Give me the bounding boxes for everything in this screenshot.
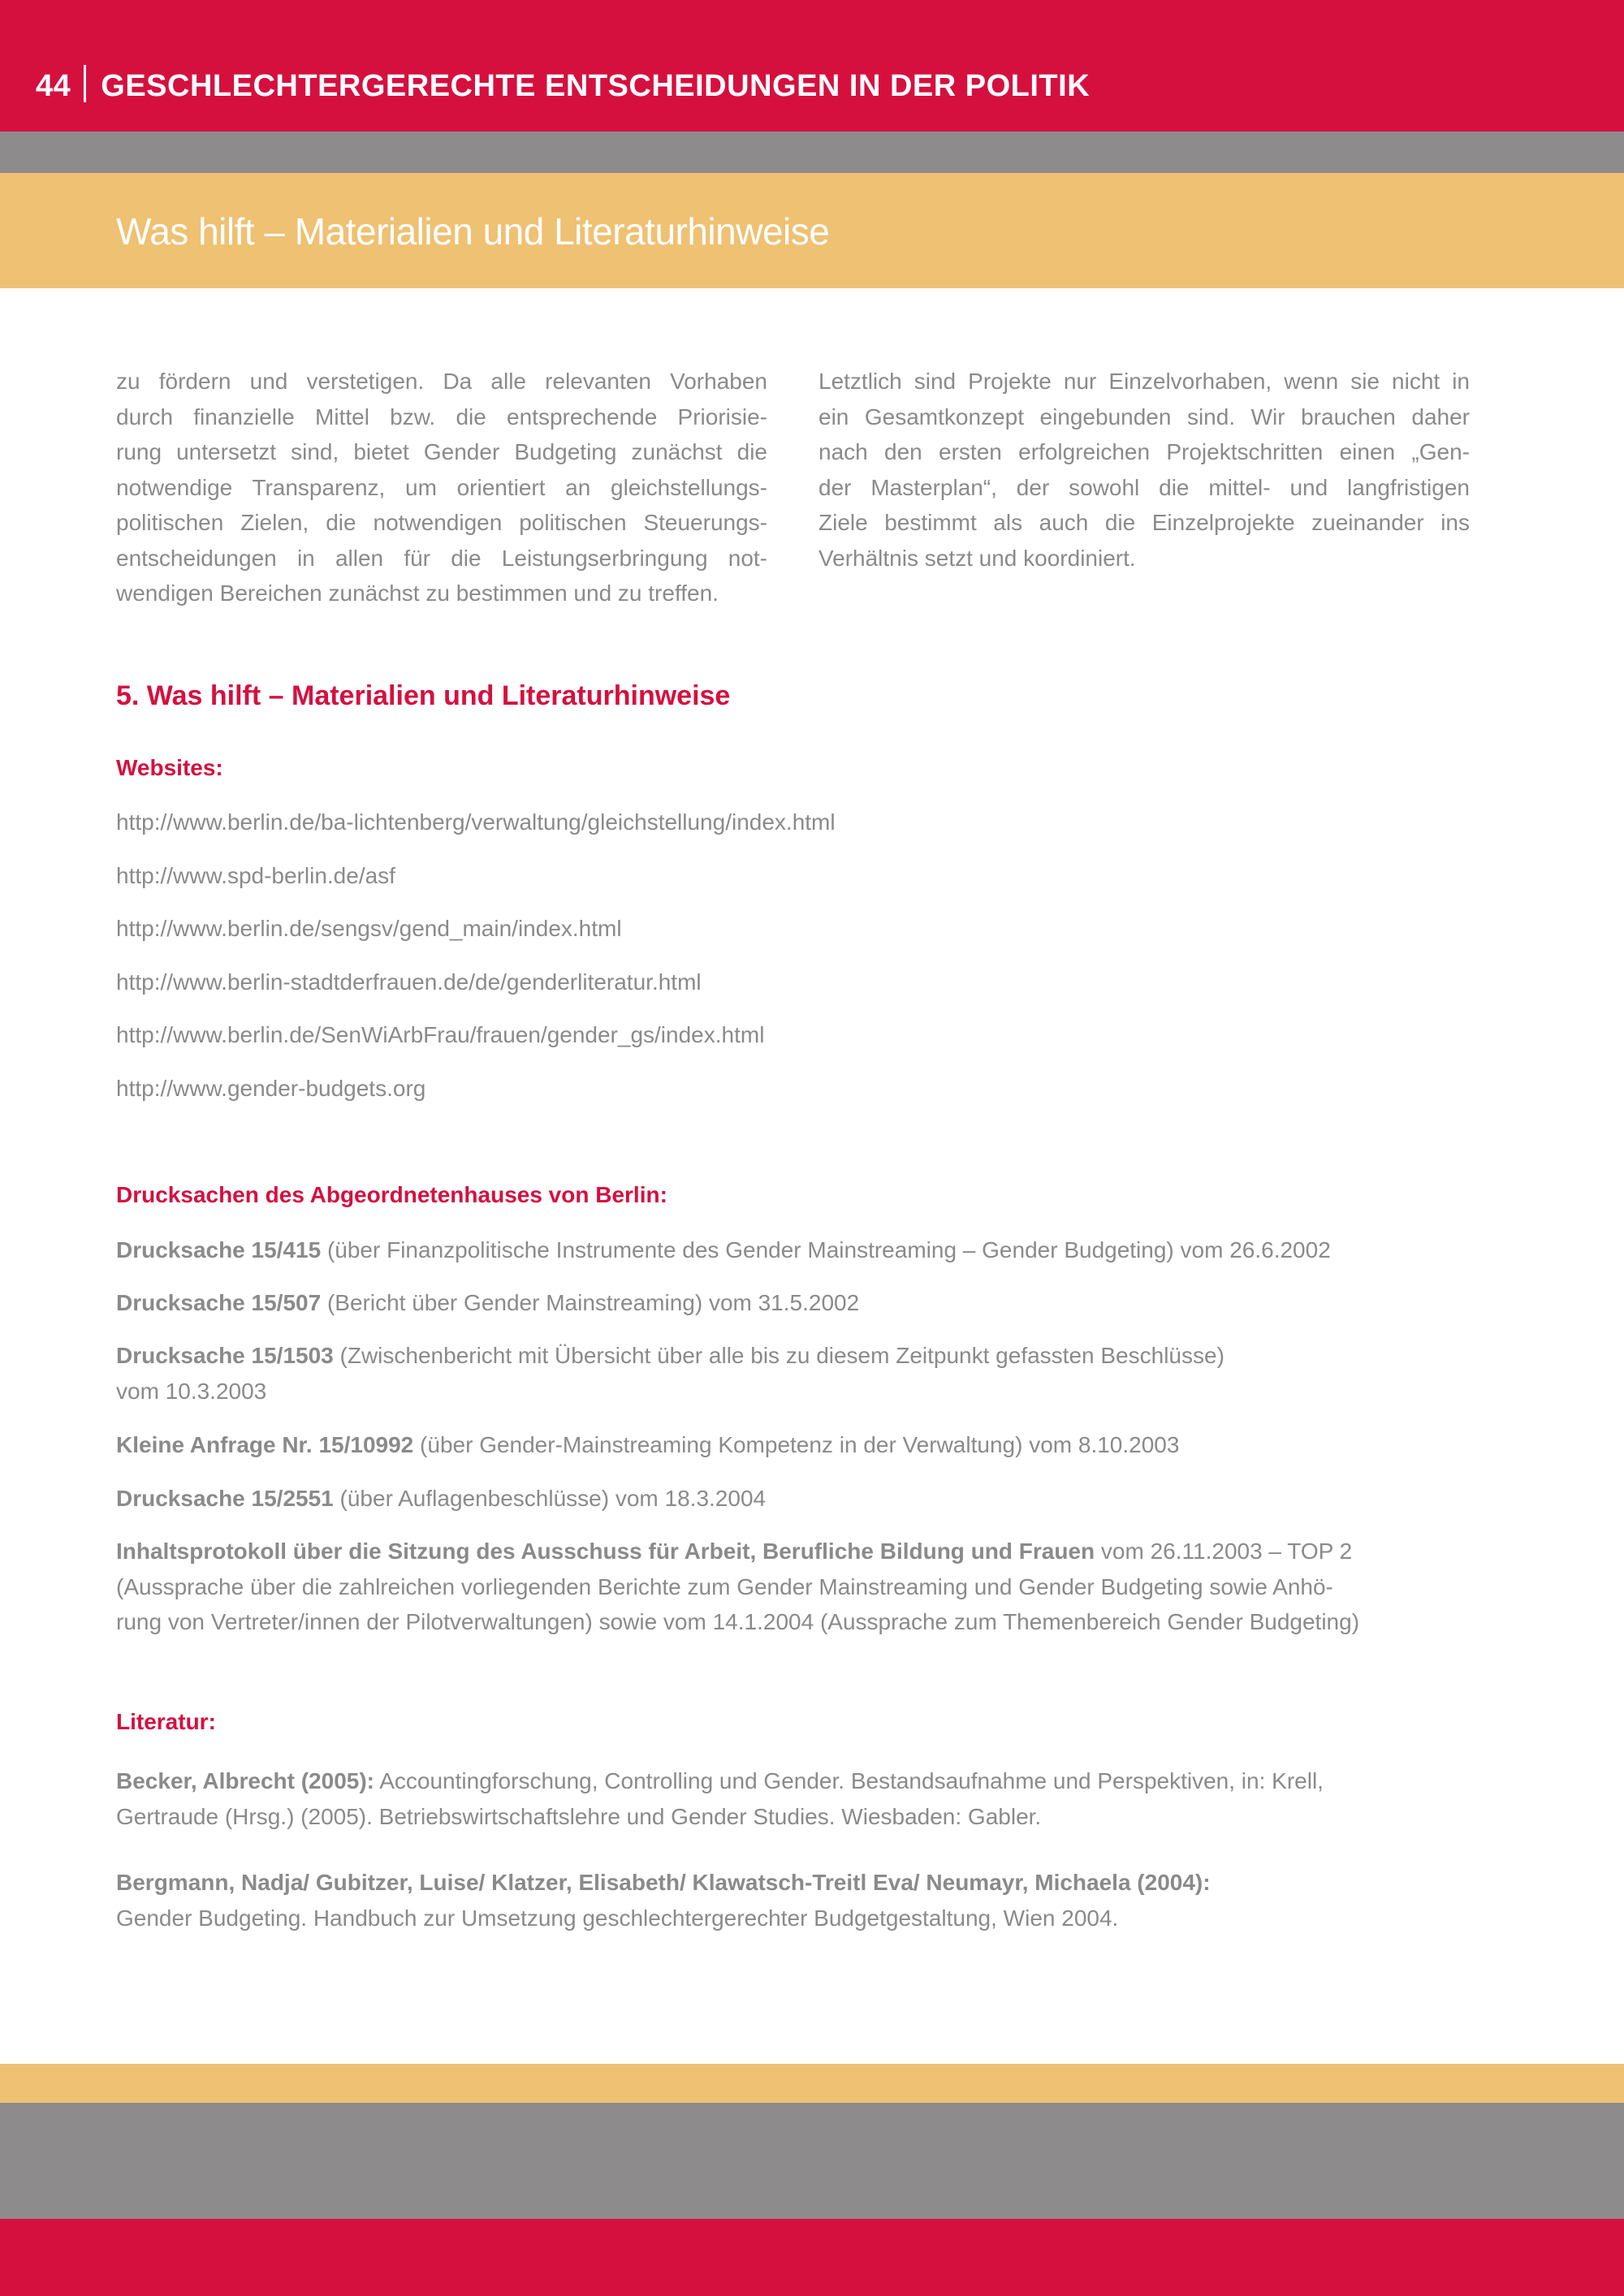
entry-text: (über Auflagenbeschlüsse) vom 18.3.2004: [333, 1486, 767, 1511]
paragraph-line: ein Gesamtkonzept eingebunden sind. Wir brauchen daher: [818, 404, 1470, 429]
entry-line: [116, 1285, 859, 1321]
entry-text: vom 10.3.2003: [116, 1378, 267, 1404]
literatur-heading: Literatur:: [116, 1709, 216, 1734]
entry-line: [116, 1232, 1331, 1268]
paragraph-line: politischen Zielen, die notwendigen politischen Steuerungs-: [116, 510, 767, 535]
entry-line: [116, 1374, 1224, 1409]
paragraph-line: notwendige Transparenz, um orientiert an gleichstellungs-: [116, 474, 767, 500]
website-link[interactable]: http://www.berlin.de/sengsv/gend_main/index.html: [116, 916, 622, 941]
entry-line: [116, 1338, 1224, 1374]
entry-title: Bergmann, Nadja/ Gubitzer, Luise/ Klatzer, Elisabeth/ Klawatsch-Treitl Eva/ Neumayr, Michaela (2004):: [116, 1870, 1211, 1895]
document-entry: [116, 1232, 1331, 1268]
entry-title: Drucksache 15/507: [116, 1290, 322, 1315]
page-number: 44: [36, 69, 71, 103]
entry-line: [116, 1799, 1324, 1835]
entry-line: [116, 1427, 1179, 1463]
literature-entry: [116, 1763, 1324, 1834]
entry-line: [116, 1865, 1211, 1901]
paragraph-line: rung untersetzt sind, bietet Gender Budgeting zunächst die: [116, 439, 767, 464]
running-title: GESCHLECHTERGERECHTE ENTSCHEIDUNGEN IN DER POLITIK: [101, 69, 1091, 103]
entry-text: Accountingforschung, Controlling und Gender. Bestandsaufnahme und Perspektiven, in: Krell,: [374, 1768, 1324, 1793]
website-link[interactable]: http://www.berlin-stadtderfrauen.de/de/genderliteratur.html: [116, 969, 702, 995]
literature-entry: [116, 1865, 1211, 1936]
website-link[interactable]: http://www.berlin.de/SenWiArbFrau/frauen/gender_gs/index.html: [116, 1022, 765, 1047]
paragraph-line: zu fördern und verstetigen. Da alle relevanten Vorhaben: [116, 369, 767, 394]
entry-title: Drucksache 15/415: [116, 1237, 322, 1262]
entry-line: [116, 1763, 1324, 1799]
paragraph-line: entscheidungen in allen für die Leistungserbringung not-: [116, 545, 767, 571]
entry-line: [116, 1534, 1359, 1569]
entry-text: (über Finanzpolitische Instrumente des Gender Mainstreaming – Gender Budgeting) vom 26.6.2002: [321, 1237, 1331, 1262]
paragraph-line: durch finanzielle Mittel bzw. die entsprechende Priorisie-: [116, 404, 767, 429]
footer-red-band: [0, 2219, 1624, 2296]
document-entry: [116, 1285, 859, 1321]
entry-text: vom 26.11.2003 – TOP 2: [1095, 1539, 1353, 1564]
footer-yellow-band: [0, 2064, 1624, 2103]
entry-text: (über Gender-Mainstreaming Kompetenz in der Verwaltung) vom 8.10.2003: [413, 1432, 1180, 1457]
entry-line: [116, 1604, 1359, 1640]
entry-text: Gertraude (Hrsg.) (2005). Betriebswirtschaftslehre und Gender Studies. Wiesbaden: Gabler.: [116, 1803, 1042, 1829]
section-title: 5. Was hilft – Materialien und Literaturhinweise: [116, 680, 731, 711]
website-link[interactable]: http://www.spd-berlin.de/asf: [116, 863, 395, 888]
drucksachen-heading: Drucksachen des Abgeordnetenhauses von Berlin:: [116, 1182, 667, 1207]
entry-line: [116, 1569, 1359, 1605]
entry-line: [116, 1901, 1211, 1936]
entry-title: Inhaltsprotokoll über die Sitzung des Ausschuss für Arbeit, Berufliche Bildung und Frauen: [116, 1539, 1095, 1564]
website-link[interactable]: http://www.gender-budgets.org: [116, 1076, 426, 1101]
entry-title: Drucksache 15/2551: [116, 1486, 334, 1511]
entry-text: rung von Vertreter/innen der Pilotverwaltungen) sowie vom 14.1.2004 (Aussprache zum Themenbereich Gender Budgeting): [116, 1609, 1360, 1634]
website-link[interactable]: http://www.berlin.de/ba-lichtenberg/verwaltung/gleichstellung/index.html: [116, 809, 836, 835]
entry-line: [116, 1481, 766, 1517]
document-entry: [116, 1534, 1359, 1640]
header-separator: [84, 65, 86, 102]
entry-text: Gender Budgeting. Handbuch zur Umsetzung geschlechtergerechter Budgetgestaltung, Wien 2004.: [116, 1905, 1119, 1931]
paragraph-line: wendigen Bereichen zunächst zu bestimmen und zu treffen.: [116, 580, 719, 606]
websites-heading: Websites:: [116, 755, 223, 780]
document-entry: [116, 1427, 1179, 1463]
intro-left-column: [116, 364, 767, 611]
paragraph-line: Verhältnis setzt und koordiniert.: [818, 545, 1136, 571]
entry-title: Kleine Anfrage Nr. 15/10992: [116, 1432, 414, 1457]
header-gray-band: [0, 132, 1624, 173]
footer-gray-band: [0, 2103, 1624, 2219]
paragraph-line: Letztlich sind Projekte nur Einzelvorhaben, wenn sie nicht in: [818, 369, 1470, 394]
document-entry: [116, 1481, 766, 1517]
paragraph-line: der Masterplan“, der sowohl die mittel- und langfristigen: [818, 474, 1470, 500]
document-entry: [116, 1338, 1224, 1409]
paragraph-line: Ziele bestimmt als auch die Einzelprojekte zueinander ins: [818, 510, 1470, 535]
entry-text: (Bericht über Gender Mainstreaming) vom 31.5.2002: [321, 1290, 860, 1315]
entry-text: (Aussprache über die zahlreichen vorliegenden Berichte zum Gender Mainstreaming und Gender Budgeting sowie Anhö-: [116, 1573, 1333, 1599]
running-header: [36, 65, 1090, 104]
chapter-title: Was hilft – Materialien und Literaturhinweise: [116, 210, 830, 252]
intro-right-column: [818, 364, 1470, 576]
entry-title: Drucksache 15/1503: [116, 1343, 334, 1368]
entry-text: (Zwischenbericht mit Übersicht über alle bis zu diesem Zeitpunkt gefassten Beschlüsse): [333, 1343, 1224, 1368]
entry-title: Becker, Albrecht (2005):: [116, 1768, 374, 1793]
paragraph-line: nach den ersten erfolgreichen Projektschritten einen „Gen-: [818, 439, 1470, 464]
